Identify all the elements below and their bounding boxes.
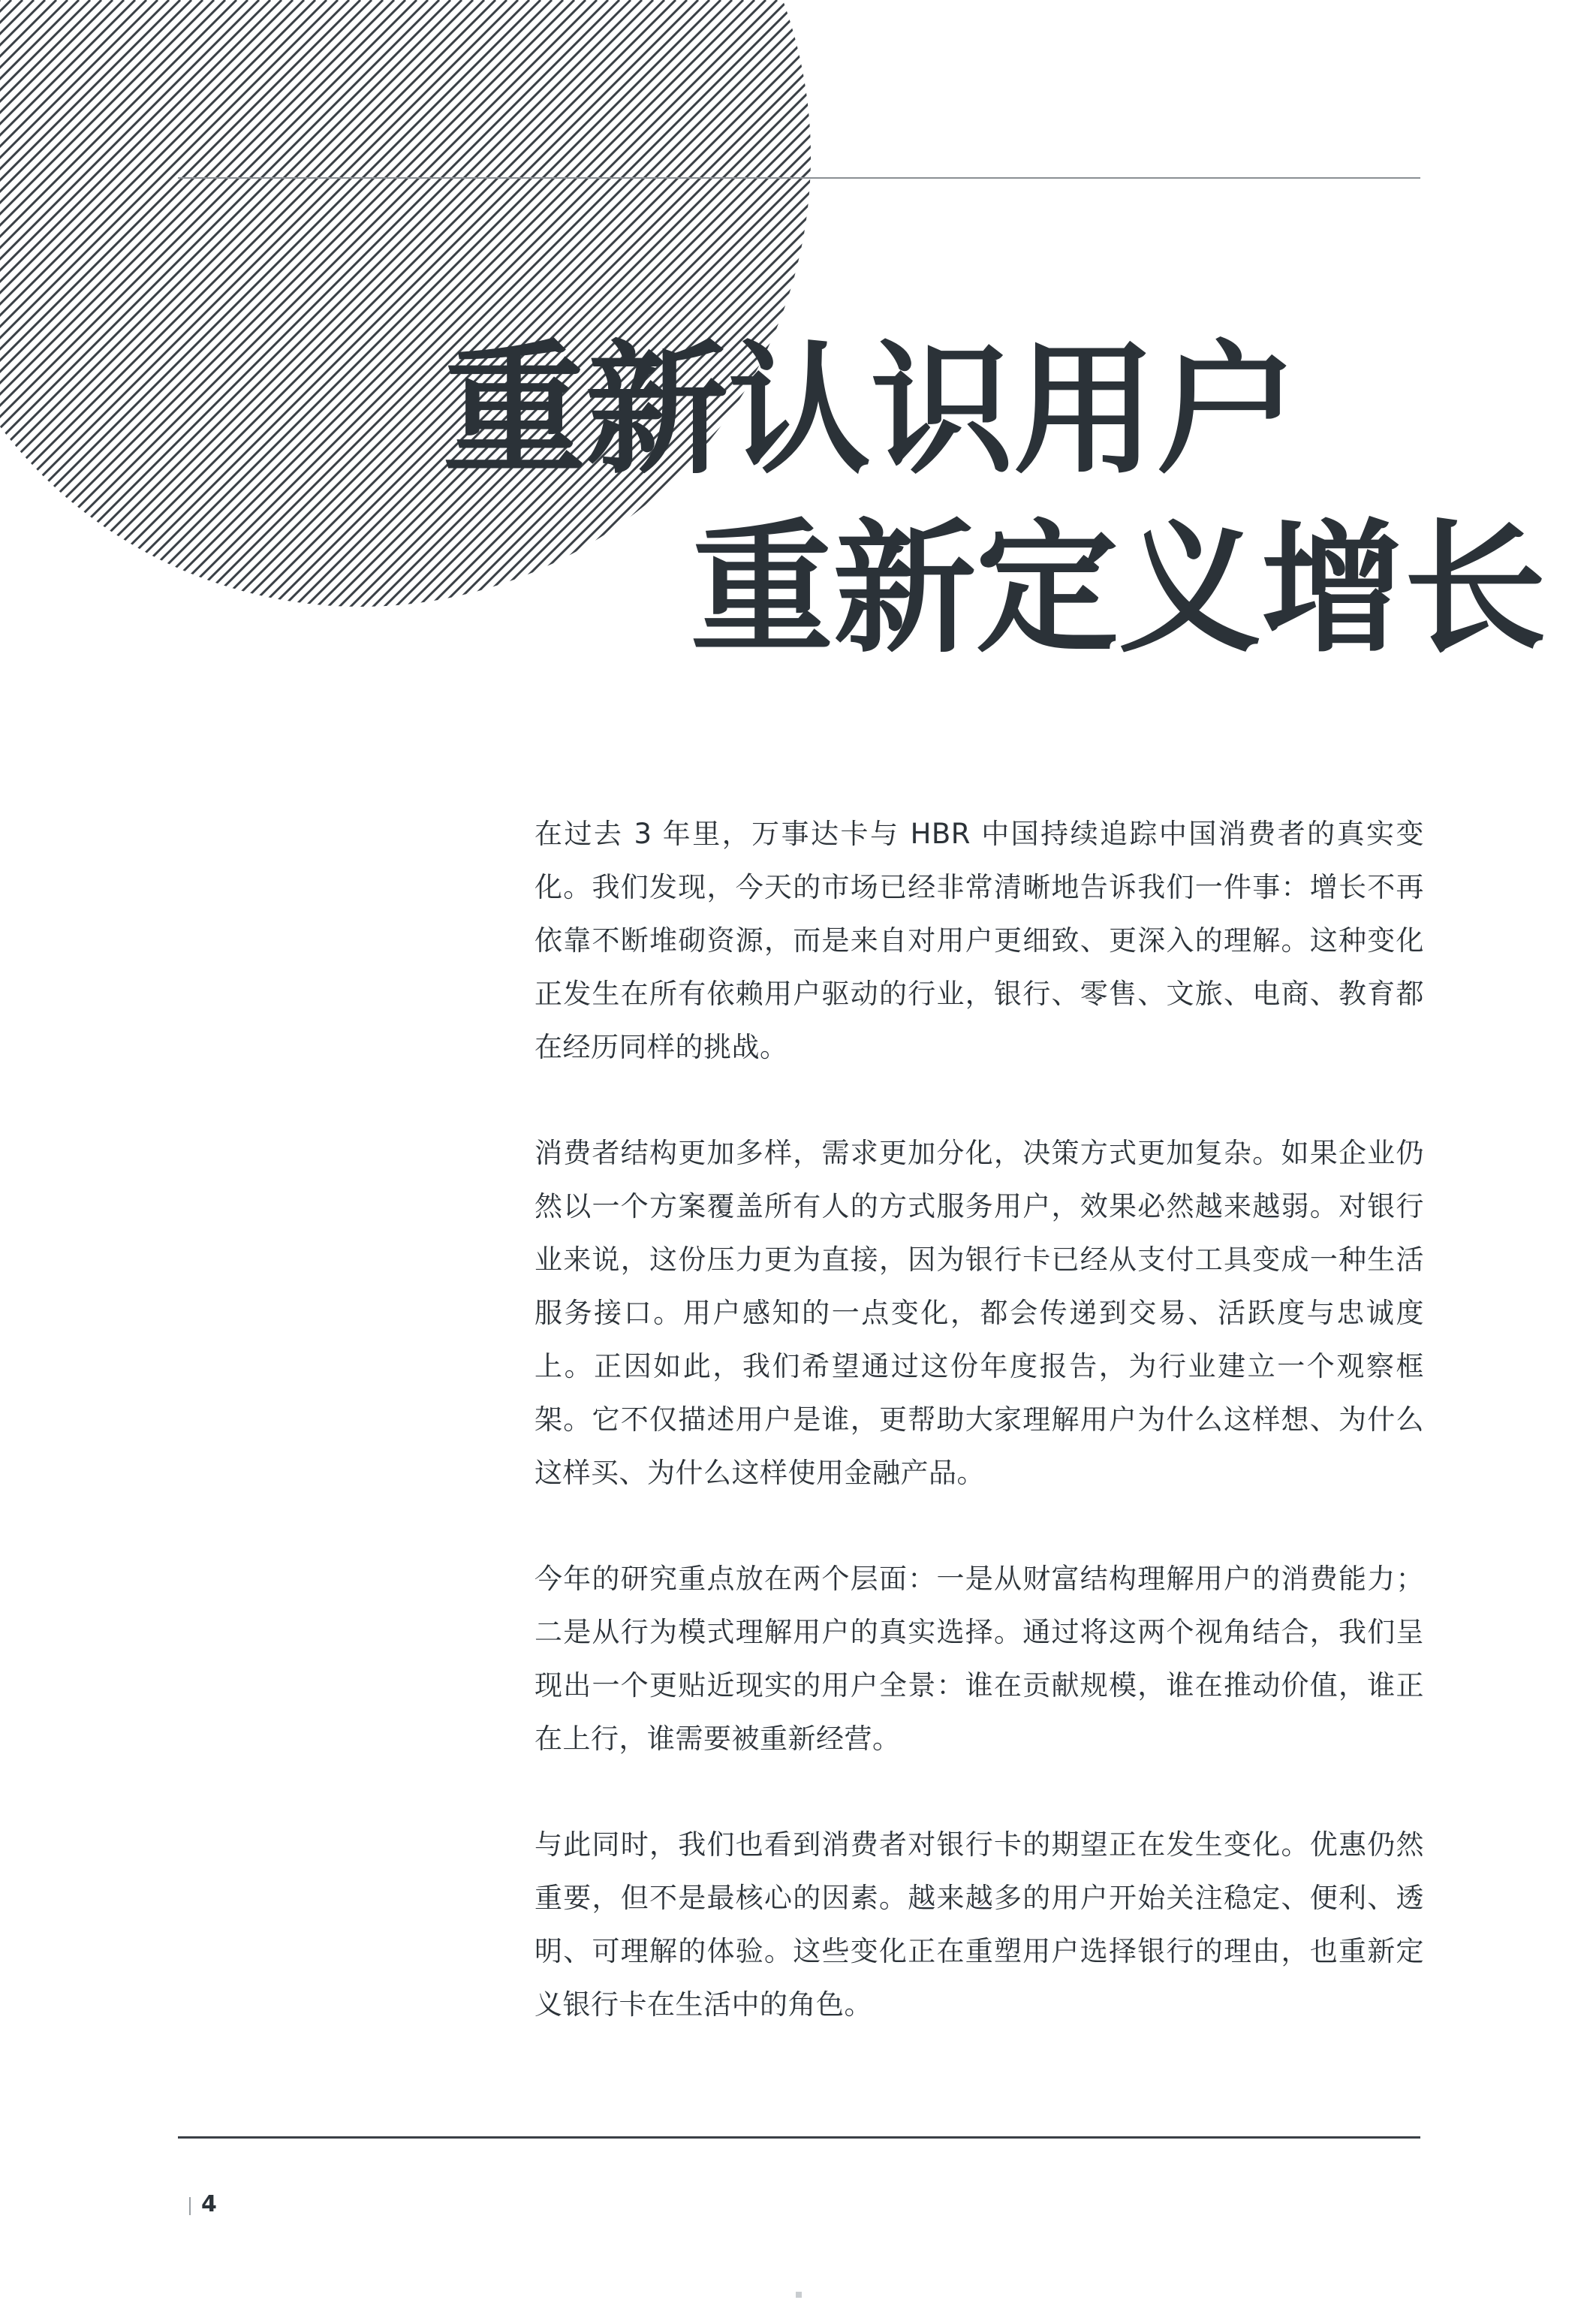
hatch-line bbox=[45, 0, 721, 612]
hatch-line bbox=[0, 0, 101, 612]
hatch-line bbox=[79, 0, 754, 612]
page-title-line-2: 重新定义增长 bbox=[691, 506, 1547, 672]
hatch-line bbox=[0, 0, 405, 612]
hatch-line bbox=[23, 0, 698, 612]
hatch-line bbox=[0, 0, 495, 612]
hatch-line bbox=[0, 0, 338, 612]
bottom-divider bbox=[178, 2136, 1420, 2139]
hatch-line bbox=[0, 0, 327, 612]
body-text bbox=[535, 807, 1424, 2084]
hatch-line bbox=[34, 0, 709, 612]
hatch-line bbox=[0, 0, 34, 612]
bottom-dot bbox=[796, 2292, 802, 2298]
hatch-line bbox=[0, 0, 113, 612]
hatch-line bbox=[11, 0, 687, 612]
hatch-line bbox=[68, 0, 743, 612]
hatch-line bbox=[0, 0, 552, 612]
hatch-line bbox=[56, 0, 732, 612]
hatch-line bbox=[0, 0, 484, 612]
paragraph-4: 与此同时，我们也看到消费者对银行卡的期望正在发生变化。优惠仍然重要，但不是最核心的因素。越来越多的用户开始关注稳定、便利、透明、可理解的体验。这些变化正在重塑用户选择银行的理由，也重新定义银行卡在生活中的角色。 bbox=[535, 1828, 1424, 2021]
hatch-line bbox=[0, 0, 259, 612]
page-title-line-1: 重新认识用户 bbox=[443, 327, 1299, 493]
hatch-line bbox=[0, 0, 574, 612]
hatch-line bbox=[0, 0, 349, 612]
hatch-line bbox=[0, 0, 225, 612]
hatch-line bbox=[0, 0, 270, 612]
top-divider bbox=[178, 177, 1420, 179]
paragraph-2: 消费者结构更加多样，需求更加分化，决策方式更加复杂。如果企业仍然以一个方案覆盖所有人的方式服务用户，效果必然越来越弱。对银行业来说，这份压力更为直接，因为银行卡已经从支付工具变成一种生活服务接口。用户感知的一点变化，都会传递到交易、活跃度与忠诚度上。正因如此，我们希望通过这份年度报告，为行业建立一个观察框架。它不仅描述用户是谁，更帮助大家理解用户为什么这样想、为什么这样买、为什么这样使用金融产品。 bbox=[535, 1137, 1424, 1489]
hatch-line bbox=[0, 0, 45, 612]
page-number-bar bbox=[189, 2197, 191, 2215]
hatch-line bbox=[101, 0, 777, 612]
paragraph-1: 在过去 3 年里，万事达卡与 HBR 中国持续追踪中国消费者的真实变化。我们发现，今天的市场已经非常清晰地告诉我们一件事：增长不再依靠不断堆砌资源，而是来自对用户更细致、更深入的理解。这种变化正发生在所有依赖用户驱动的行业，银行、零售、文旅、电商、教育都在经历同样的挑战。 bbox=[535, 818, 1424, 1063]
hatch-line bbox=[0, 0, 417, 612]
page-number: 4 bbox=[201, 2191, 217, 2217]
hatch-line bbox=[0, 0, 563, 612]
hatch-line bbox=[0, 0, 676, 612]
hatch-line bbox=[0, 0, 180, 612]
paragraph-3: 今年的研究重点放在两个层面：一是从财富结构理解用户的消费能力；二是从行为模式理解用户的真实选择。通过将这两个视角结合，我们呈现出一个更贴近现实的用户全景：谁在贡献规模，谁在推动价值，谁正在上行，谁需要被重新经营。 bbox=[535, 1563, 1424, 1755]
hatch-line bbox=[90, 0, 766, 612]
hatch-line bbox=[113, 0, 788, 612]
hatch-line bbox=[0, 0, 191, 612]
hatch-line bbox=[0, 0, 642, 612]
hatch-line bbox=[0, 0, 631, 612]
hatch-line bbox=[0, 0, 124, 612]
hatch-line bbox=[0, 0, 450, 612]
